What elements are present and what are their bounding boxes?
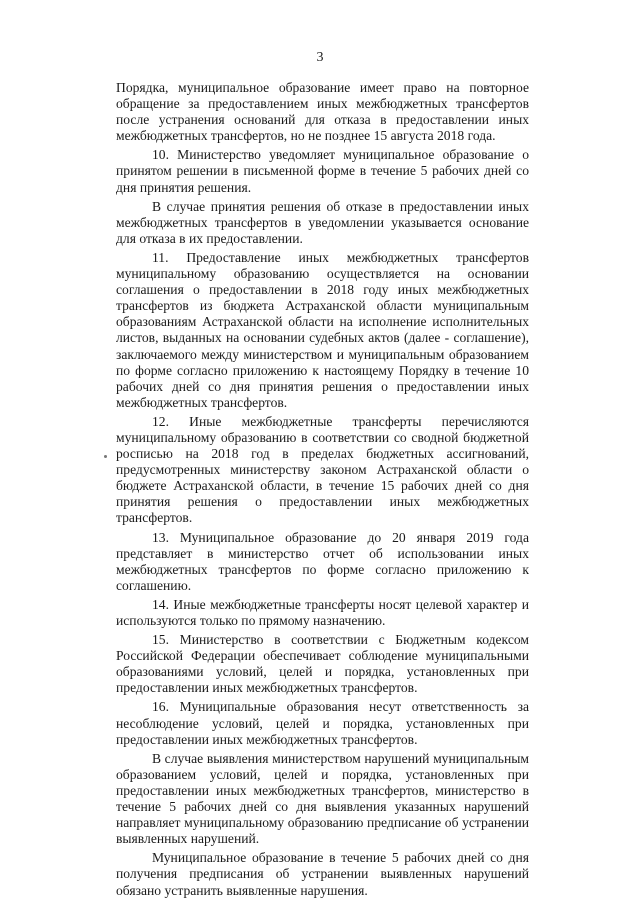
paragraph-10-refusal: В случае принятия решения об отказе в предоставлении иных межбюджетных трансфертов в уведомлении указывается основание для отказа в их предоставлении.	[116, 198, 529, 246]
paragraph-16-violations: В случае выявления министерством нарушений муниципальным образованием условий, целей и порядка, установленных при предоставлении иных межбюджетных трансфертов, министерство в течение 5 рабочих дней со дня выявления указанных нарушений направляет муниципальному образованию предписание об устранении выявленных нарушений.	[116, 750, 529, 847]
paragraph-14: 14. Иные межбюджетные трансферты носят целевой характер и используются только по прямому назначению.	[116, 596, 529, 628]
paragraph-13: 13. Муниципальное образование до 20 января 2019 года представляет в министерство отчет об использовании иных межбюджетных трансфертов по форме согласно приложению к соглашению.	[116, 529, 529, 593]
paragraph-11: 11. Предоставление иных межбюджетных трансфертов муниципальному образованию осуществляется на основании соглашения о предоставлении в 2018 году иных межбюджетных трансфертов из бюджета Астраханской области муниципальным образованиям Астраханской области на исполнение исполнительных листов, выданных на основании судебных актов (далее - соглашение), заключаемого между министерством и муниципальным образованием по форме согласно приложению к настоящему Порядку в течение 10 рабочих дней со дня принятия решения о предоставлении иных межбюджетных трансфертов.	[116, 249, 529, 410]
paragraph-15: 15. Министерство в соответствии с Бюджетным кодексом Российской Федерации обеспечивает соблюдение муниципальными образованиями условий, целей и порядка, установленных при предоставлении иных межбюджетных трансфертов.	[116, 632, 529, 696]
paragraph-16-obligation: Муниципальное образование в течение 5 рабочих дней со дня получения предписания об устранении выявленных нарушений обязано устранить выявленные нарушения.	[116, 850, 529, 898]
document-body	[116, 80, 529, 902]
page-number: 3	[316, 50, 324, 65]
paragraph-10: 10. Министерство уведомляет муниципальное образование о принятом решении в письменной форме в течение 5 рабочих дней со дня принятия решения.	[116, 147, 529, 195]
paragraph-16: 16. Муниципальные образования несут ответственность за несоблюдение условий, целей и порядка, установленных при предоставлении иных межбюджетных трансфертов.	[116, 699, 529, 747]
paragraph-12: 12. Иные межбюджетные трансферты перечисляются муниципальному образованию в соответствии со сводной бюджетной росписью на 2018 год в пределах бюджетных ассигнований, предусмотренных министерству законом Астраханской области о бюджете Астраханской области, в течение 15 рабочих дней со дня принятия решения о предоставлении иных межбюджетных трансфертов.	[116, 413, 529, 526]
paragraph-continuation: Порядка, муниципальное образование имеет право на повторное обращение за предоставлением иных межбюджетных трансфертов после устранения оснований для отказа в предоставлении иных межбюджетных трансфертов, но не позднее 15 августа 2018 года.	[116, 80, 529, 144]
margin-dot-mark	[104, 455, 107, 458]
